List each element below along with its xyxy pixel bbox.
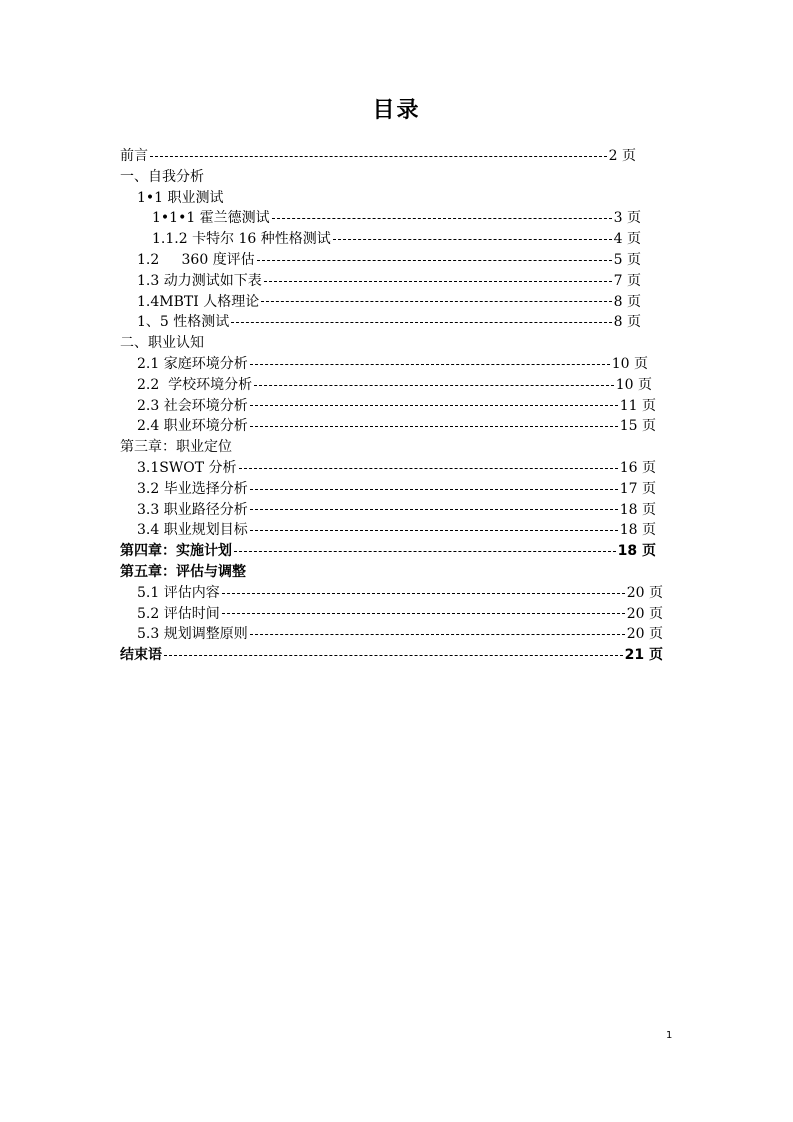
toc-entry[interactable] [137, 292, 641, 313]
page-title: 目录 [372, 98, 421, 123]
toc-entry[interactable] [137, 271, 641, 292]
toc-entry-label: 5.1 评估内容 [137, 584, 220, 601]
toc-entry-page: 20 页 [626, 626, 663, 643]
toc-entry-page: 4 页 [613, 231, 641, 248]
toc-entry-label: 1.2 360 度评估 [137, 252, 255, 268]
toc-dot-leader [257, 260, 612, 261]
toc-entry-page: 3 页 [613, 210, 641, 227]
toc-entry-label: 第五章：评估与调整 [120, 564, 246, 580]
toc-dot-leader [250, 426, 618, 427]
toc-entry[interactable] [137, 520, 656, 541]
toc-entry[interactable] [137, 624, 663, 645]
toc-dot-leader [272, 218, 612, 219]
toc-dot-leader [250, 634, 625, 635]
toc-entry-page: 16 页 [619, 460, 656, 476]
toc-entry[interactable] [137, 312, 641, 333]
toc-entry[interactable] [137, 396, 656, 417]
toc-entry-label: 2.1 家庭环境分析 [137, 356, 248, 372]
toc-dot-leader [250, 364, 610, 365]
toc-entry-label: 5.2 评估时间 [137, 605, 220, 622]
toc-entry-label: 1•1•1 霍兰德测试 [152, 210, 270, 227]
toc-entry-label: 1、5 性格测试 [137, 314, 230, 331]
toc-dot-leader [231, 322, 611, 323]
toc-entry-page: 20 页 [626, 605, 663, 622]
toc-dot-leader [333, 239, 612, 240]
toc-dot-leader [150, 156, 607, 157]
toc-entry-page: 5 页 [613, 252, 641, 268]
toc-entry-label: 3.2 毕业选择分析 [137, 480, 248, 497]
toc-entry-page: 15 页 [619, 418, 656, 435]
toc-entry-page: 2 页 [608, 148, 636, 164]
toc-dot-leader [261, 301, 611, 302]
toc-entry[interactable] [137, 583, 663, 604]
toc-entry-page: 18 页 [617, 543, 656, 560]
toc-dot-leader [254, 385, 614, 386]
toc-entry-page: 8 页 [613, 314, 641, 331]
toc-dot-leader [164, 655, 623, 656]
toc-entry[interactable] [137, 354, 648, 375]
toc-entry-label: 2.2 学校环境分析 [137, 376, 253, 393]
toc-dot-leader [222, 593, 625, 594]
toc-entry[interactable] [152, 208, 641, 229]
toc-entry-page: 7 页 [613, 272, 641, 289]
toc-entry-page: 10 页 [611, 356, 648, 372]
toc-entry-label: 5.3 规划调整原则 [137, 626, 248, 643]
toc-entry-label: 1.1.2 卡特尔 16 种性格测试 [152, 231, 331, 248]
toc-entry[interactable] [137, 500, 656, 521]
toc-entry-label: 结束语 [120, 647, 162, 664]
toc-entry-label: 一、自我分析 [120, 168, 204, 185]
toc-entry-label: 2.3 社会环境分析 [137, 397, 248, 414]
toc-dot-leader [222, 613, 625, 614]
toc-dot-leader [250, 405, 618, 406]
toc-entry[interactable] [152, 229, 641, 250]
toc-entry[interactable] [120, 645, 663, 666]
toc-entry-page: 18 页 [619, 501, 656, 518]
toc-dot-leader [234, 551, 616, 552]
toc-entry[interactable] [120, 437, 656, 458]
toc-entry-page: 20 页 [626, 584, 663, 601]
toc-entry[interactable] [137, 375, 652, 396]
toc-entry-page: 11 页 [619, 397, 656, 414]
toc-entry-label: 1•1 职业测试 [137, 189, 224, 206]
toc-entry[interactable] [137, 416, 656, 437]
toc-dot-leader [250, 509, 618, 510]
toc-entry[interactable] [137, 604, 663, 625]
toc-entry-label: 1.4MBTI 人格理论 [137, 293, 260, 310]
toc-entry-label: 1.3 动力测试如下表 [137, 272, 262, 289]
toc-entry[interactable] [120, 146, 636, 167]
toc-entry[interactable] [120, 541, 656, 562]
toc-entry-label: 第四章：实施计划 [120, 543, 232, 560]
toc-dot-leader [250, 530, 618, 531]
toc-entry[interactable] [137, 250, 641, 271]
toc-entry-page: 8 页 [613, 293, 641, 310]
toc-entry-page: 21 页 [624, 647, 663, 664]
toc-entry-label: 前言 [120, 148, 148, 164]
toc-entry-label: 二、职业认知 [120, 335, 204, 352]
toc-entry-label: 2.4 职业环境分析 [137, 418, 248, 435]
toc-entry[interactable] [137, 458, 656, 479]
toc-entry[interactable] [137, 479, 656, 500]
toc-dot-leader [264, 281, 612, 282]
toc-entry[interactable] [120, 333, 641, 354]
toc-entry-label: 3.4 职业规划目标 [137, 522, 248, 539]
toc-entry-page: 18 页 [619, 522, 656, 539]
toc-entry-label: 第三章：职业定位 [120, 439, 232, 456]
toc-entry[interactable] [137, 188, 636, 209]
toc-entry-page: 17 页 [619, 480, 656, 497]
toc-entry-label: 3.1SWOT 分析 [137, 460, 237, 476]
toc-dot-leader [250, 489, 618, 490]
toc-entry[interactable] [120, 167, 636, 188]
toc-dot-leader [239, 468, 618, 469]
toc-entry[interactable] [120, 562, 656, 583]
toc-entry-label: 3.3 职业路径分析 [137, 501, 248, 518]
page-number: 1 [666, 1030, 673, 1041]
toc-entry-page: 10 页 [615, 376, 652, 393]
